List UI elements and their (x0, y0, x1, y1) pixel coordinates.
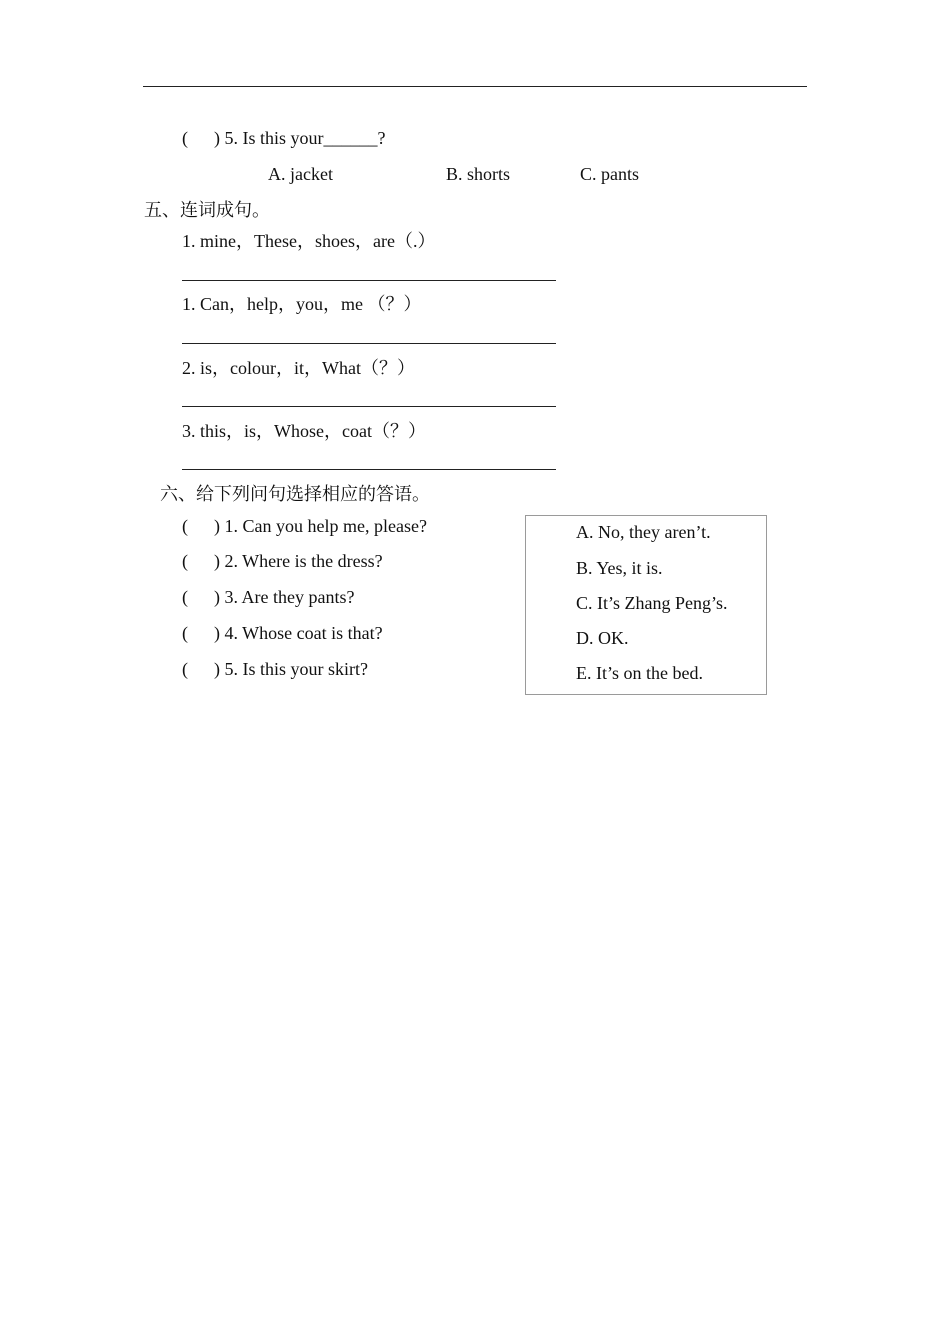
sentence-item-1: 1. mine，These，shoes，are（.） (182, 231, 436, 251)
option-c: C. pants (580, 164, 640, 184)
match-question-4 (182, 622, 383, 644)
answer-paren: ( (182, 659, 188, 679)
answer-option-b: B. Yes, it is. (576, 558, 663, 578)
question-5 (182, 127, 385, 149)
match-question-2 (182, 550, 383, 572)
match-question-5 (182, 658, 368, 680)
sentence-item-3: 2. is，colour，it，What（？） (182, 358, 415, 378)
match-question-1 (182, 515, 427, 537)
answer-option-e: E. It’s on the bed. (576, 663, 703, 683)
section-6-heading: 六、给下列问句选择相应的答语。 (160, 484, 430, 504)
answer-option-c: C. It’s Zhang Peng’s. (576, 593, 728, 613)
question-text: ) 4. Whose coat is that? (214, 623, 383, 643)
answer-option-a: A. No, they aren’t. (576, 522, 711, 542)
question-text: ) 1. Can you help me, please? (214, 516, 427, 536)
option-b: B. shorts (446, 164, 511, 184)
answer-paren: ( (182, 128, 188, 148)
answer-line-2[interactable] (182, 343, 556, 344)
answer-line-3[interactable] (182, 406, 556, 407)
question-text: ) 5. Is this your______? (214, 128, 386, 148)
question-text: ) 2. Where is the dress? (214, 551, 383, 571)
match-question-3 (182, 586, 354, 608)
sentence-item-2: 1. Can，help，you，me （？） (182, 294, 422, 314)
answer-option-d: D. OK. (576, 628, 629, 648)
option-a: A. jacket (268, 164, 333, 184)
section-5-heading: 五、连词成句。 (144, 200, 270, 220)
answer-paren: ( (182, 551, 188, 571)
answer-paren: ( (182, 587, 188, 607)
answer-line-1[interactable] (182, 280, 556, 281)
answer-line-4[interactable] (182, 469, 556, 470)
header-rule (143, 86, 807, 87)
question-text: ) 5. Is this your skirt? (214, 659, 368, 679)
question-text: ) 3. Are they pants? (214, 587, 355, 607)
sentence-item-4: 3. this，is，Whose，coat（？） (182, 421, 426, 441)
answer-paren: ( (182, 516, 188, 536)
answer-paren: ( (182, 623, 188, 643)
